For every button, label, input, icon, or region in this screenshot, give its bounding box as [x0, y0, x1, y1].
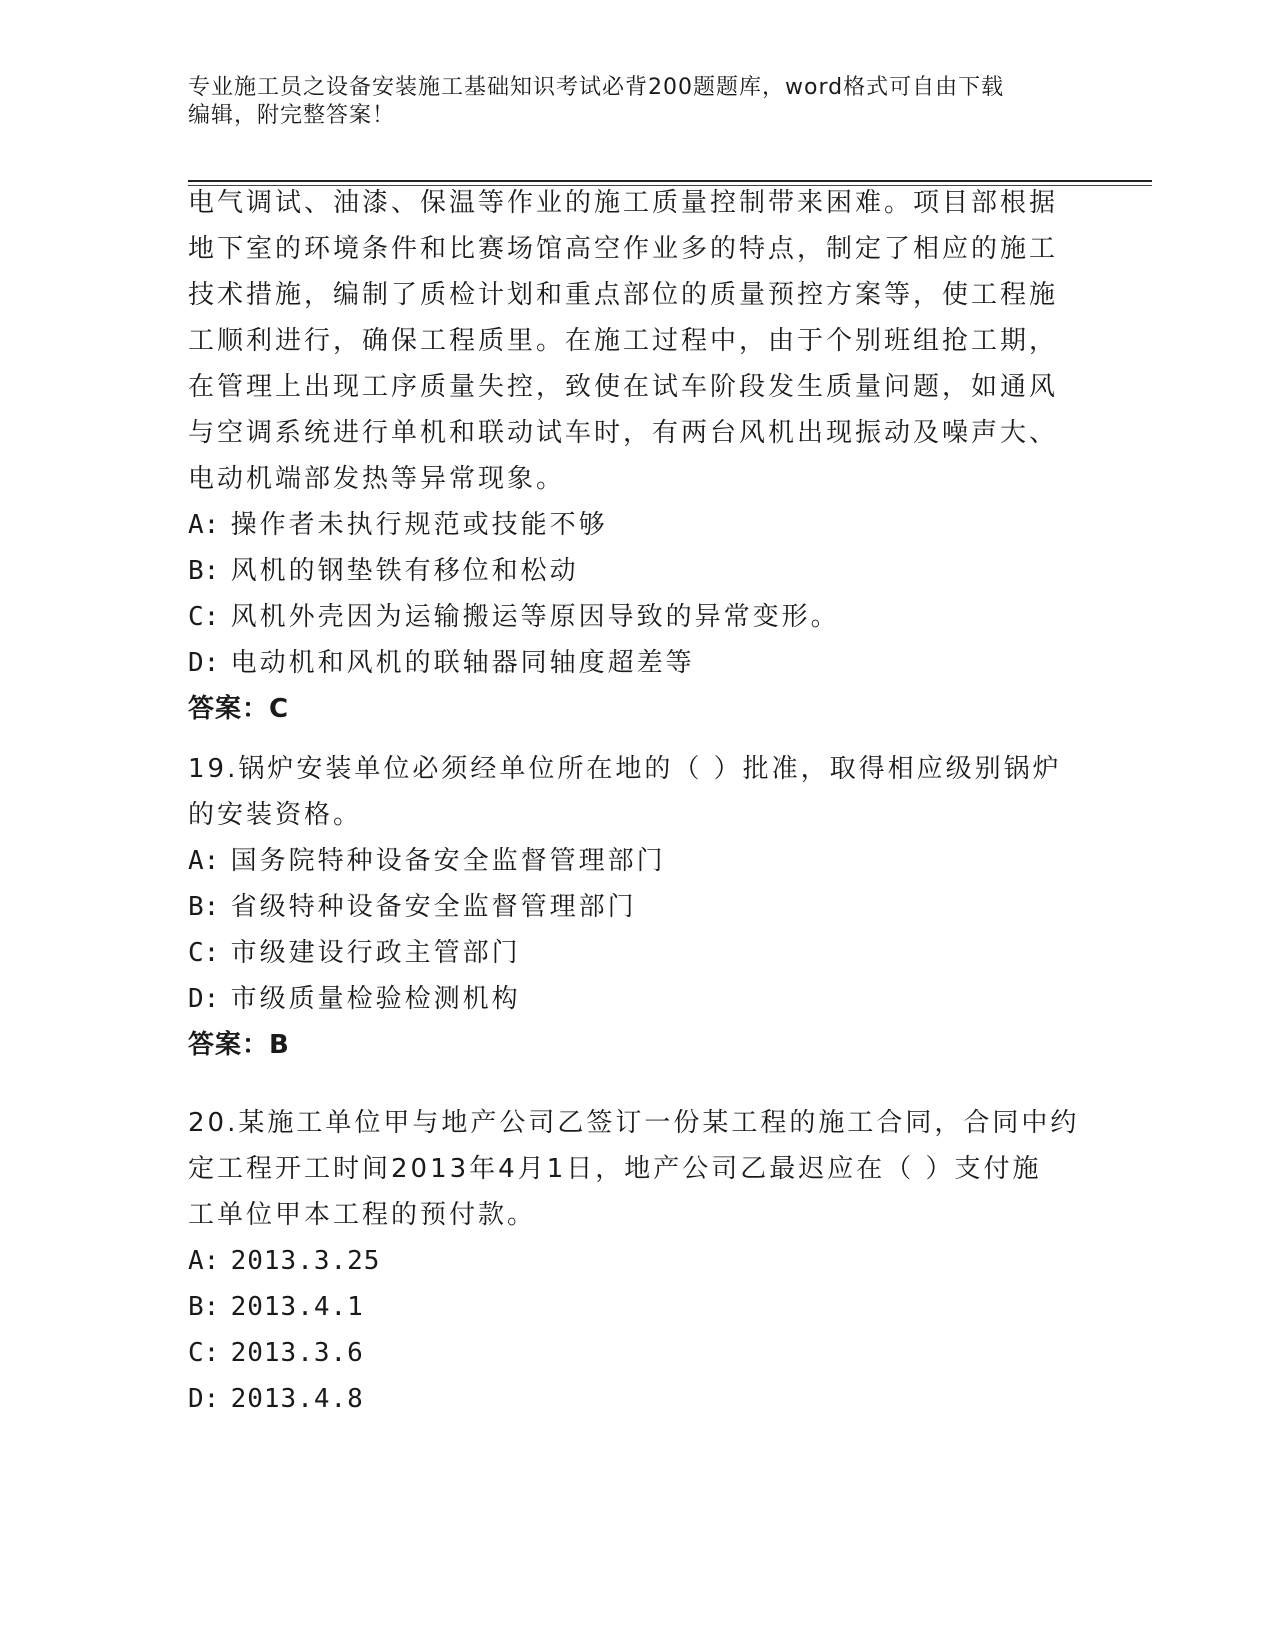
option-letter: B: [188, 892, 220, 922]
question-stem-line: 技术措施，编制了质检计划和重点部位的质量预控方案等，使工程施 [188, 280, 1059, 310]
option-text: 2013.3.25 [230, 1246, 381, 1276]
option-d [188, 640, 1088, 686]
option-c [188, 930, 1088, 976]
option-b [188, 1284, 1088, 1330]
document-header [188, 74, 1088, 130]
option-letter: D: [188, 1384, 220, 1414]
option-text: 风机的钢垫铁有移位和松动 [230, 556, 579, 586]
question-stem-line: 工顺利进行，确保工程质里。在施工过程中，由于个别班组抢工期， [188, 326, 1059, 356]
option-c [188, 594, 1088, 640]
answer-line: 答案：C [188, 694, 290, 724]
option-b [188, 884, 1088, 930]
option-letter: B: [188, 1292, 220, 1322]
question-19 [188, 746, 1088, 1068]
option-letter: A: [188, 846, 220, 876]
option-text: 市级质量检验检测机构 [230, 984, 521, 1014]
option-d [188, 976, 1088, 1022]
question-stem-line: 地下室的环境条件和比赛场馆高空作业多的特点，制定了相应的施工 [188, 234, 1059, 264]
option-text: 操作者未执行规范或技能不够 [230, 510, 608, 540]
option-text: 省级特种设备安全监督管理部门 [230, 892, 637, 922]
option-text: 电动机和风机的联轴器同轴度超差等 [230, 648, 695, 678]
option-a [188, 1238, 1088, 1284]
header-title-line-1: 专业施工员之设备安装施工基础知识考试必背200题题库，word格式可自由下载 [188, 75, 1005, 100]
option-letter: C: [188, 1338, 220, 1368]
option-letter: A: [188, 1246, 220, 1276]
option-letter: C: [188, 602, 220, 632]
option-letter: D: [188, 648, 220, 678]
question-stem-line: 电动机端部发热等异常现象。 [188, 464, 566, 494]
option-text: 国务院特种设备安全监督管理部门 [230, 846, 666, 876]
option-letter: A: [188, 510, 220, 540]
answer-line: 答案：B [188, 1030, 290, 1060]
option-c [188, 1330, 1088, 1376]
option-b [188, 548, 1088, 594]
option-text: 2013.4.1 [230, 1292, 364, 1322]
option-text: 2013.4.8 [230, 1384, 364, 1414]
option-letter: B: [188, 556, 220, 586]
question-stem-line: 工单位甲本工程的预付款。 [188, 1200, 537, 1230]
question-stem-line: 的安装资格。 [188, 800, 363, 830]
option-text: 市级建设行政主管部门 [230, 938, 521, 968]
question-stem-line: 与空调系统进行单机和联动试车时，有两台风机出现振动及噪声大、 [188, 418, 1059, 448]
header-title-line-2: 编辑，附完整答案！ [188, 103, 396, 128]
question-stem-line: 电气调试、油漆、保温等作业的施工质量控制带来困难。项目部根据 [188, 188, 1059, 218]
option-letter: C: [188, 938, 220, 968]
option-letter: D: [188, 984, 220, 1014]
question-stem-line: 20.某施工单位甲与地产公司乙签订一份某工程的施工合同，合同中约 [188, 1108, 1080, 1138]
question-20 [188, 1100, 1088, 1422]
option-d [188, 1376, 1088, 1422]
option-text: 2013.3.6 [230, 1338, 364, 1368]
question-stem-line: 19.锅炉安装单位必须经单位所在地的（ ）批准，取得相应级别锅炉 [188, 754, 1062, 784]
question-stem-line: 定工程开工时间2013年4月1日，地产公司乙最迟应在（ ）支付施 [188, 1154, 1042, 1184]
option-a [188, 838, 1088, 884]
question-18 [188, 180, 1088, 732]
question-stem-line: 在管理上出现工序质量失控，致使在试车阶段发生质量问题，如通风 [188, 372, 1059, 402]
option-text: 风机外壳因为运输搬运等原因导致的异常变形。 [230, 602, 840, 632]
option-a [188, 502, 1088, 548]
